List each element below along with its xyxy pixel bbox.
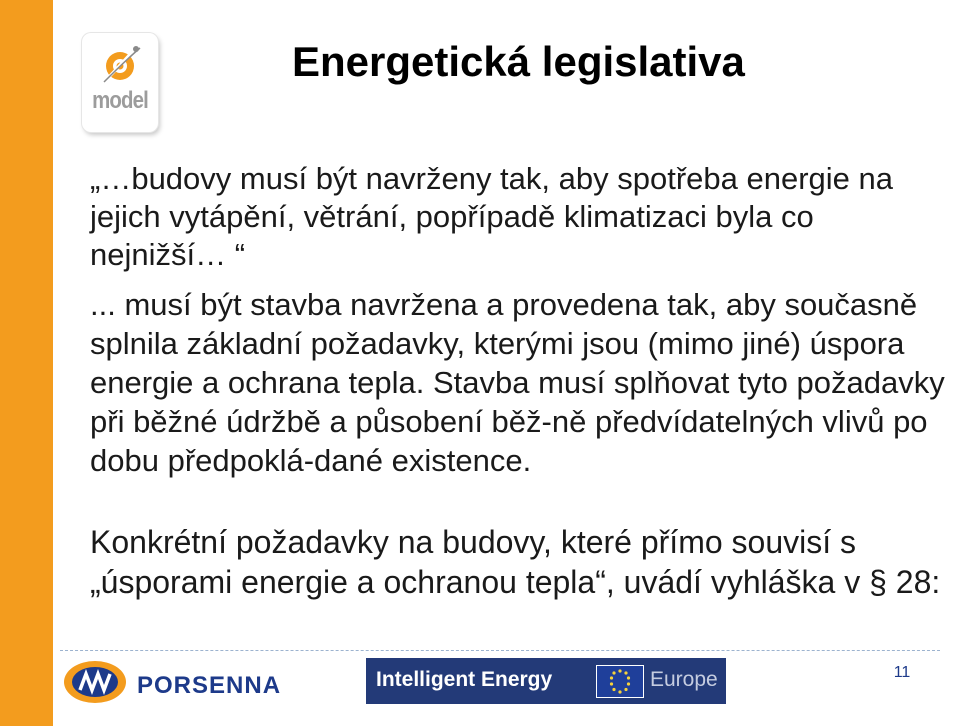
- page-title: Energetická legislativa: [292, 38, 745, 85]
- iee-europe-label: Europe: [650, 668, 718, 691]
- porsenna-logo: [62, 658, 282, 706]
- paragraph-decree: Konkrétní požadavky na budovy, které přímo souvisí s „úsporami energie a ochranou tepla“, uvádí vyhláška v § 28:: [90, 524, 941, 600]
- footer-divider: [60, 650, 940, 651]
- eu-flag-icon: [596, 665, 644, 698]
- porsenna-emblem-icon: [62, 658, 128, 706]
- left-accent-bar: [0, 0, 53, 726]
- paragraph-requirements: ... musí být stavba navržena a provedena tak, aby současně splnila základní požadavky, kterými jsou (mimo jiné) úspora energie a ochrana tepla. Stavba musí splňovat tyto požadavky při běžné údržbě a působení běž-ně předvídatelných vlivů po dobu předpoklá-dané existence.: [90, 287, 945, 478]
- model-logo-word: model: [92, 87, 148, 114]
- page-number: 11: [893, 664, 911, 681]
- intelligent-energy-europe-logo: [366, 658, 726, 704]
- paragraph-quote: „…budovy musí být navrženy tak, aby spotřeba energie na jejich vytápění, větrání, popřípadě klimatizaci byla co nejnižší… “: [90, 161, 893, 272]
- iee-wordmark: Intelligent Energy: [376, 668, 553, 691]
- porsenna-wordmark: PORSENNA: [137, 672, 282, 699]
- model-logo-icon: [96, 40, 144, 88]
- model-logo: [82, 33, 158, 132]
